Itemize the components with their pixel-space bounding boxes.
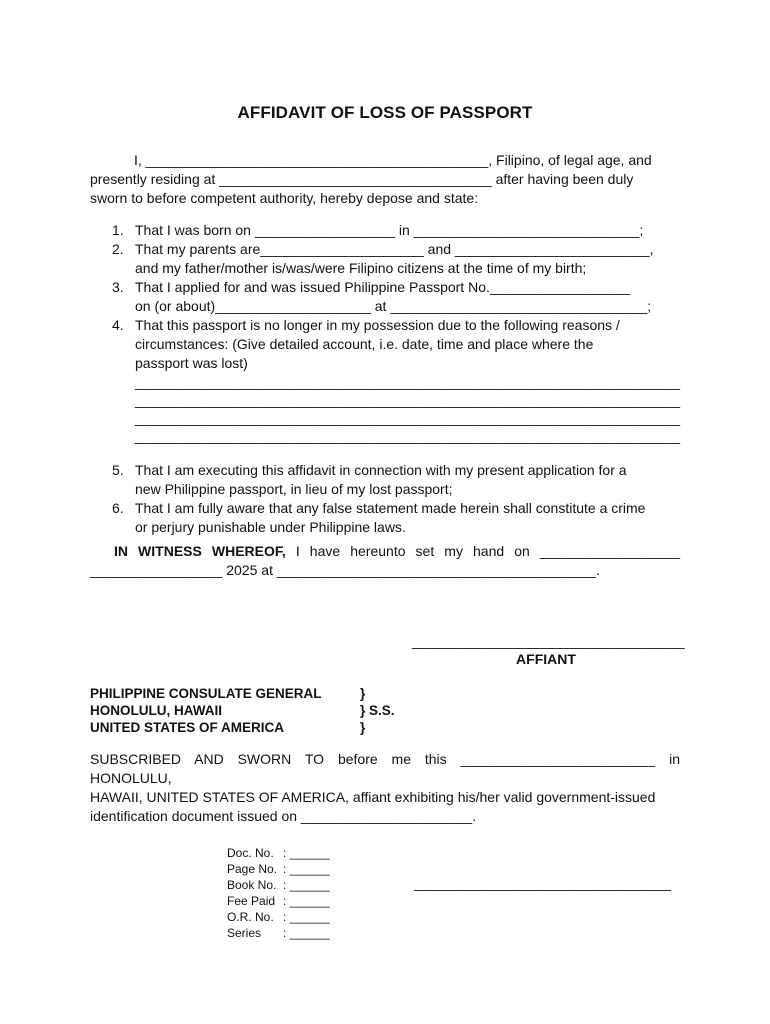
list-item bbox=[90, 221, 680, 240]
document-title: AFFIDAVIT OF LOSS OF PASSPORT bbox=[237, 103, 533, 122]
jurat-line: identification document issued on ______________________. bbox=[90, 808, 477, 824]
notary-row bbox=[227, 909, 330, 925]
notary-register bbox=[227, 845, 330, 941]
blank-line: ______________________________________________________________________ bbox=[135, 392, 681, 408]
intro-line: sworn to before competent authority, hereby depose and state: bbox=[90, 190, 479, 206]
jurat-line: HAWAII, UNITED STATES OF AMERICA, affiant exhibiting his/her valid government-issued bbox=[90, 789, 656, 805]
venue-line: UNITED STATES OF AMERICA bbox=[90, 720, 284, 735]
item-line: new Philippine passport, in lieu of my lost passport; bbox=[135, 481, 453, 497]
intro-line: presently residing at ___________________________________ after having been duly bbox=[90, 171, 634, 187]
notary-label: Book No. bbox=[227, 878, 277, 892]
notary-value: : ______ bbox=[283, 862, 330, 876]
notary-value: : ______ bbox=[283, 878, 330, 892]
list-item bbox=[90, 240, 680, 278]
item-line: That I applied for and was issued Philippine Passport No.__________________ bbox=[135, 279, 631, 295]
item-line: on (or about)____________________ at _________________________________; bbox=[135, 298, 652, 314]
witness-paragraph bbox=[90, 542, 680, 580]
lost-account-blank-lines bbox=[135, 373, 680, 445]
notary-row bbox=[227, 861, 330, 877]
brace-line: } S.S. bbox=[360, 703, 395, 718]
brace-line: } bbox=[360, 686, 366, 701]
witness-text: I have hereunto set my hand on __________________ bbox=[285, 543, 680, 559]
blank-line: ______________________________________________________________________ bbox=[135, 410, 681, 426]
venue-brace bbox=[360, 685, 395, 736]
item-number: 5. bbox=[112, 462, 124, 478]
list-item bbox=[90, 278, 680, 316]
intro-line: I, ____________________________________________, Filipino, of legal age, and bbox=[134, 152, 652, 168]
item-line: That I was born on __________________ in _____________________________; bbox=[135, 222, 644, 238]
item-number: 6. bbox=[112, 500, 124, 516]
witness-bold: IN WITNESS WHEREOF, bbox=[114, 543, 286, 559]
item-line: passport was lost) bbox=[135, 355, 248, 371]
item-line: That my parents are_____________________ and _________________________, bbox=[135, 241, 654, 257]
item-number: 3. bbox=[112, 279, 124, 295]
blank-line: ______________________________________________________________________ bbox=[135, 374, 681, 390]
list-item bbox=[90, 316, 680, 445]
venue-line: PHILIPPINE CONSULATE GENERAL bbox=[90, 686, 322, 701]
jurat-line: SUBSCRIBED AND SWORN TO before me this _________________________ in HONOLULU, bbox=[90, 751, 680, 786]
notary-value: : ______ bbox=[283, 846, 330, 860]
notary-value: : ______ bbox=[283, 910, 330, 924]
affiant-signature-line: ___________________________________ bbox=[412, 633, 685, 649]
notary-label: O.R. No. bbox=[227, 910, 274, 924]
item-line: That I am fully aware that any false statement made herein shall constitute a crime bbox=[135, 500, 646, 516]
item-number: 1. bbox=[112, 222, 124, 238]
witness-line: _________________ 2025 at _________________________________________. bbox=[90, 562, 600, 578]
notary-value: : ______ bbox=[283, 894, 330, 908]
notary-label: Series bbox=[227, 926, 262, 940]
blank-line: ______________________________________________________________________ bbox=[135, 428, 681, 444]
item-line: and my father/mother is/was/were Filipino citizens at the time of my birth; bbox=[135, 260, 587, 276]
jurat-paragraph bbox=[90, 750, 680, 826]
item-number: 4. bbox=[112, 317, 124, 333]
notary-label: Doc. No. bbox=[227, 846, 274, 860]
item-line: That I am executing this affidavit in connection with my present application for a bbox=[135, 462, 627, 478]
notary-label: Page No. bbox=[227, 862, 278, 876]
notary-row bbox=[227, 845, 330, 861]
affiant-label: AFFIANT bbox=[516, 651, 576, 667]
venue-line: HONOLULU, HAWAII bbox=[90, 703, 222, 718]
notary-label: Fee Paid bbox=[227, 894, 276, 908]
item-line: circumstances: (Give detailed account, i.e. date, time and place where the bbox=[135, 336, 594, 352]
item-line: or perjury punishable under Philippine laws. bbox=[135, 519, 406, 535]
item-number: 2. bbox=[112, 241, 124, 257]
intro-paragraph bbox=[90, 151, 680, 208]
notary-row bbox=[227, 925, 330, 941]
statement-list bbox=[90, 221, 680, 537]
brace-line: } bbox=[360, 720, 366, 735]
notary-signature-line: _________________________________ bbox=[414, 875, 671, 891]
list-item bbox=[90, 499, 680, 537]
notary-row bbox=[227, 877, 330, 893]
item-line: That this passport is no longer in my possession due to the following reasons / bbox=[135, 317, 620, 333]
notary-row bbox=[227, 893, 330, 909]
witness-line bbox=[90, 542, 680, 561]
notary-value: : ______ bbox=[283, 926, 330, 940]
list-item bbox=[90, 461, 680, 499]
